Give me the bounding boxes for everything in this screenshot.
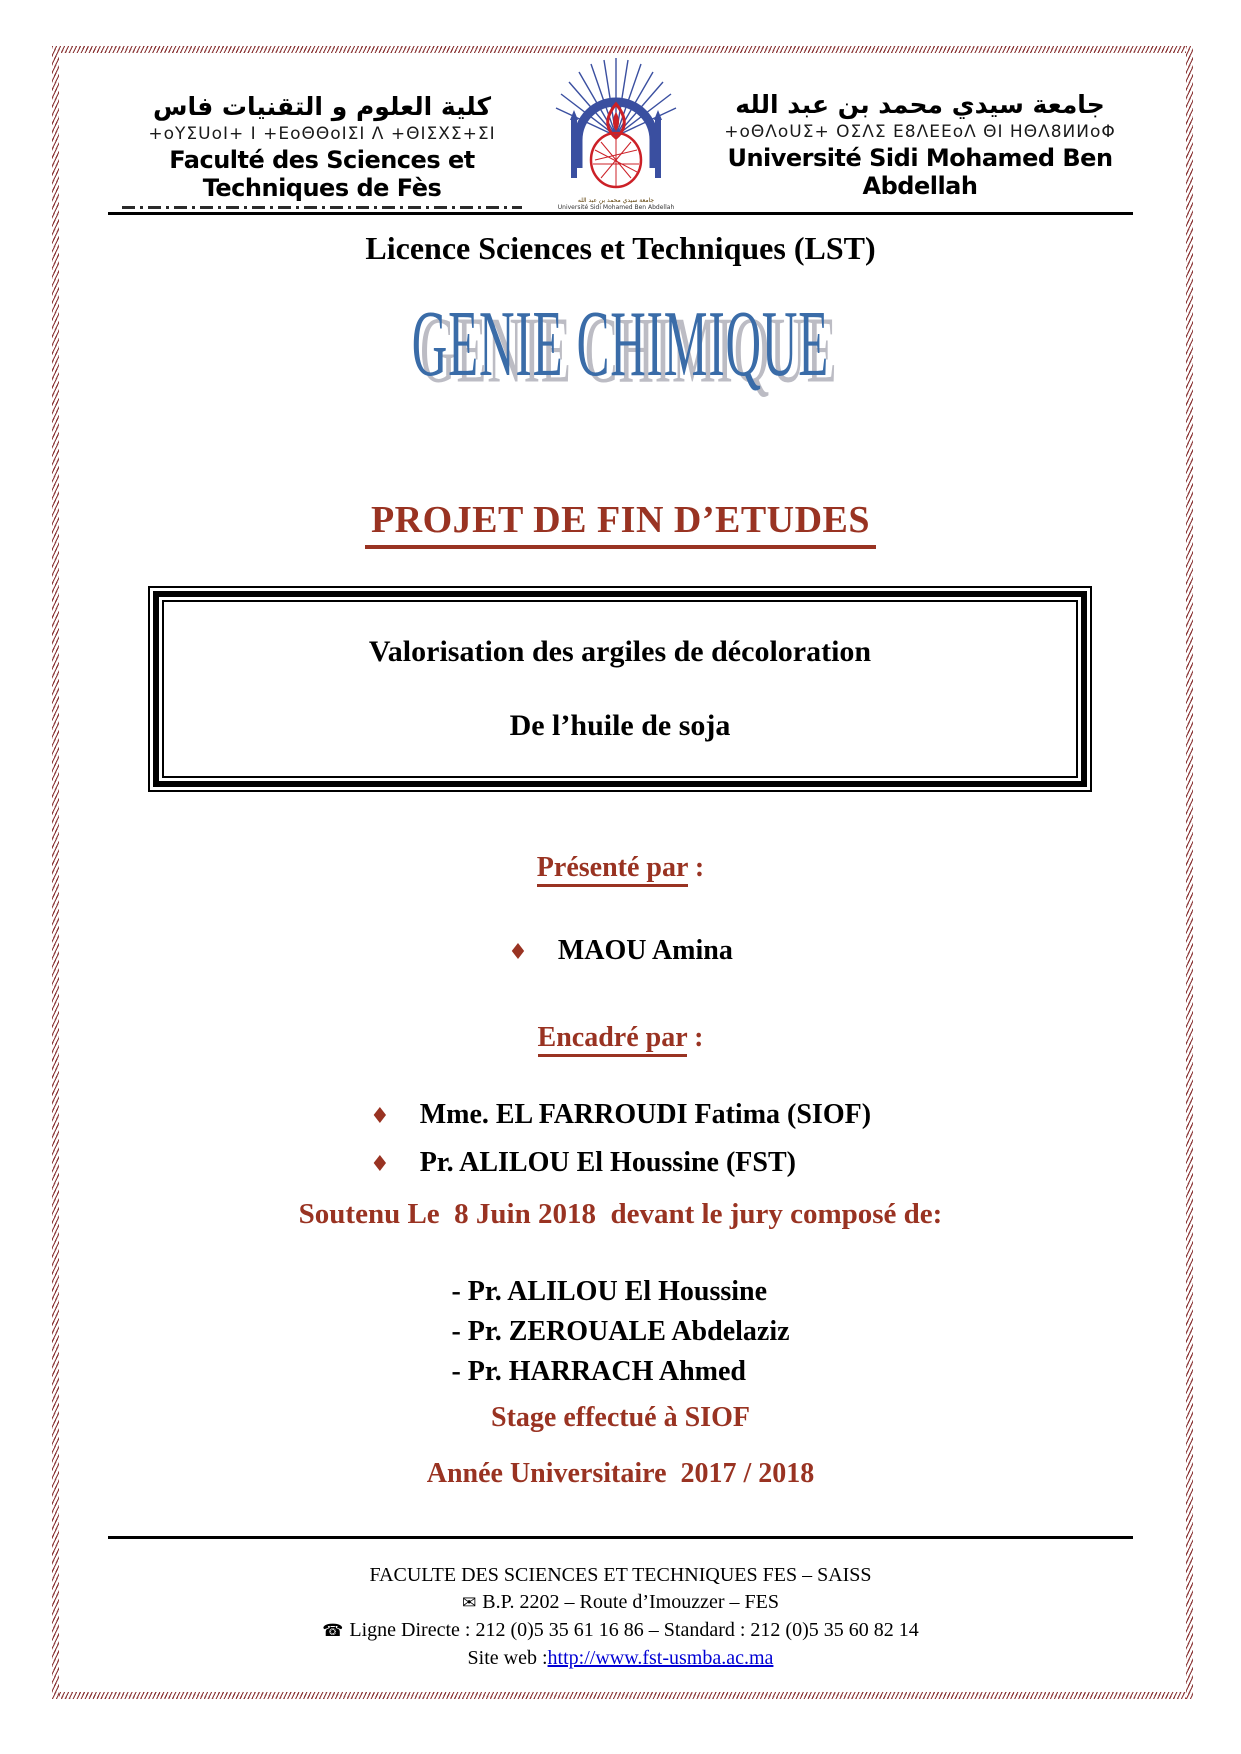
logo-caption-latin: Université Sidi Mohamed Ben Abdellah bbox=[557, 204, 675, 211]
footer-website-label: Site web : bbox=[467, 1647, 548, 1669]
program-title: GENIE CHIMIQUE bbox=[411, 291, 830, 396]
university-name-tifinagh: +oΘΛoUΣ+ OΣΛΣ Ε8ΛΕΕoΛ ΘΙ ΗΘΛ8ИИoΦ bbox=[724, 122, 1116, 142]
student-name: MAOU Amina bbox=[557, 935, 733, 966]
website-link[interactable]: http://www.fst-usmba.ac.ma bbox=[547, 1647, 774, 1669]
footer-address-text: B.P. 2202 – Route d’Imouzzer – FES bbox=[482, 1591, 779, 1613]
jury-member: - Pr. HARRACH Ahmed bbox=[451, 1356, 746, 1387]
list-item bbox=[508, 928, 733, 976]
dash-dot-rule bbox=[122, 206, 522, 209]
university-name-arabic: جامعة سيدي محمد بن عبد الله bbox=[735, 90, 1105, 119]
supervisor-name: Mme. EL FARROUDI Fatima (SIOF) bbox=[419, 1099, 872, 1130]
supervised-by-heading: Encadré par : bbox=[0, 1022, 1241, 1054]
phone-icon: ☎ bbox=[322, 1621, 344, 1641]
jury-member: - Pr. ZEROUALE Abdelaziz bbox=[451, 1316, 790, 1347]
faculty-name-french: Faculté des Sciences et Techniques de Fès bbox=[169, 146, 475, 202]
header-divider-rule bbox=[108, 212, 1133, 215]
footer-phone bbox=[0, 1617, 1241, 1645]
diamond-bullet-icon: ♦ bbox=[369, 1152, 390, 1177]
thesis-title-line1: Valorisation des argiles de décoloration bbox=[368, 635, 872, 668]
presented-by-heading: Présenté par : bbox=[0, 852, 1241, 884]
supervisor-name: Pr. ALILOU El Houssine (FST) bbox=[419, 1147, 796, 1178]
report-type-wrap bbox=[0, 498, 1241, 549]
page-border-bottom bbox=[52, 1692, 1193, 1699]
footer-website bbox=[0, 1645, 1241, 1672]
university-header-block bbox=[702, 90, 1138, 200]
footer-phone-text: Ligne Directe : 212 (0)5 35 61 16 86 – Standard : 212 (0)5 35 60 82 14 bbox=[349, 1619, 919, 1641]
footer bbox=[0, 1562, 1241, 1672]
degree-title: Licence Sciences et Techniques (LST) bbox=[365, 230, 876, 266]
faculty-header-block bbox=[104, 92, 540, 209]
faculty-name-arabic: كلية العلوم و التقنيات فاس bbox=[152, 92, 492, 121]
diamond-bullet-icon: ♦ bbox=[508, 940, 528, 965]
list-item bbox=[370, 1140, 871, 1188]
page-border-top bbox=[52, 46, 1193, 53]
student-list bbox=[0, 928, 1241, 976]
usmba-emblem-icon bbox=[543, 56, 689, 192]
footer-address bbox=[0, 1589, 1241, 1617]
faculty-name-tifinagh: +oYΣUoI+ I +ΕoΘΘoIΣI Λ +ΘIΣXΣ+ΣI bbox=[148, 124, 496, 144]
program-title-wrap bbox=[0, 291, 1241, 396]
footer-divider-rule bbox=[108, 1536, 1133, 1539]
list-item bbox=[370, 1092, 871, 1140]
university-logo bbox=[543, 56, 689, 211]
supervisor-list bbox=[0, 1092, 1241, 1188]
jury-list bbox=[0, 1272, 1241, 1392]
report-type-title: PROJET DE FIN D’ETUDES bbox=[365, 498, 876, 549]
internship-line: Stage effectué à SIOF bbox=[491, 1402, 750, 1433]
logo-caption-arabic: جامعة سيدي محمد بن عبد الله bbox=[577, 197, 655, 204]
academic-year-line: Année Universitaire 2017 / 2018 bbox=[426, 1458, 815, 1489]
university-name-french: Université Sidi Mohamed Ben Abdellah bbox=[727, 144, 1113, 200]
thesis-title-box bbox=[148, 586, 1092, 792]
footer-institution: FACULTE DES SCIENCES ET TECHNIQUES FES – SAISS bbox=[369, 1564, 872, 1586]
thesis-title-line2: De l’huile de soja bbox=[509, 709, 731, 742]
defense-intro: Soutenu Le 8 Juin 2018 devant le jury composé de: bbox=[298, 1198, 943, 1230]
mail-icon: ✉ bbox=[462, 1593, 477, 1613]
jury-member: - Pr. ALILOU El Houssine bbox=[451, 1276, 768, 1307]
diamond-bullet-icon: ♦ bbox=[369, 1104, 390, 1129]
